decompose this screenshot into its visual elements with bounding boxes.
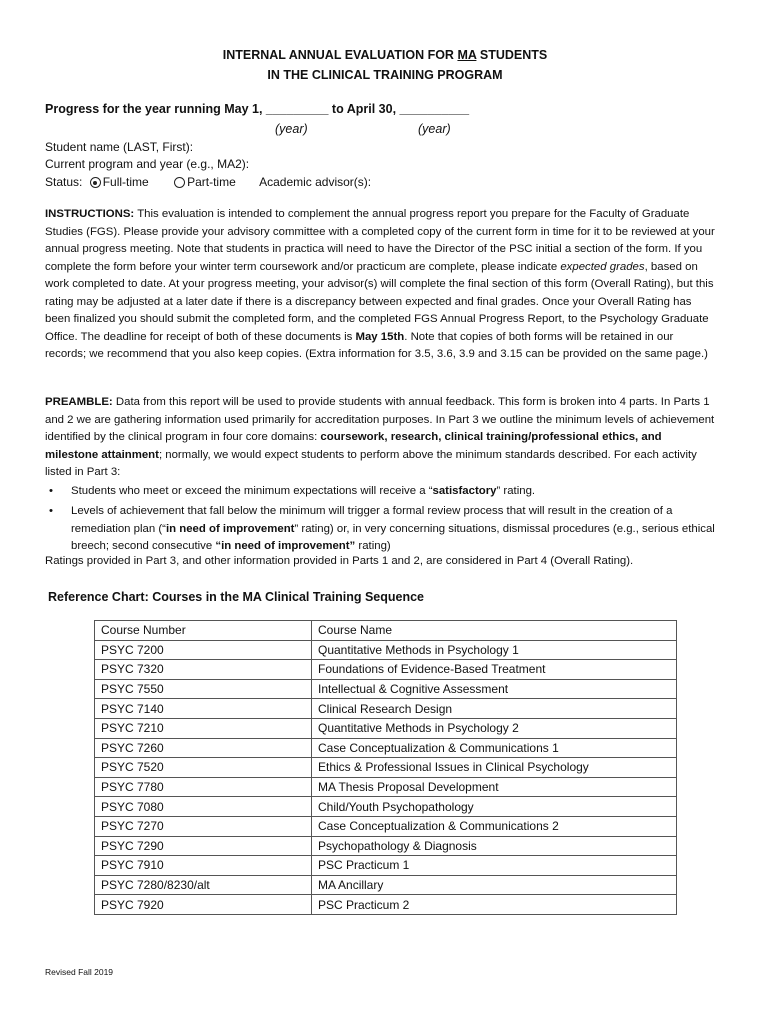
instructions-text-2: , based on work completed to date. At your progress meeting, your advisor(s) will complete the final section of this form (Overall Rating), but this rating may be adjusted at a later date if there is a discrepancy between expected and final grades. Once your Overall Rating has been finalized you should submit the completed form, and the completed FGS Annual Progress Report, to the Psychology Graduate Office. The deadline for receipt of both of these documents is (45, 260, 714, 343)
parttime-radio[interactable] (174, 177, 185, 188)
table-row (95, 895, 677, 915)
course-name-cell: MA Ancillary (312, 875, 677, 895)
instructions-text-1: This evaluation is intended to complement the annual progress report you prepare for the Faculty of Graduate Studies (FGS). Please provide your advisory committee with a completed copy of the current form in time for it to be reviewed at your annual progress meeting. Note that students in practica will need to have the Director of the PSC initial a section of the form. If you complete the form before your winter term coursework and/or practicum are complete, please indicate (45, 208, 715, 273)
status-row (45, 175, 371, 189)
bullet-dot: • (49, 485, 53, 497)
academic-advisor-label: Academic advisor(s): (259, 175, 372, 189)
course-number-cell: PSYC 7780 (95, 777, 312, 797)
header-course-number: Course Number (95, 621, 312, 641)
title-ma-underlined: MA (457, 48, 477, 62)
instructions-deadline: May 15th (355, 330, 405, 343)
course-number-cell: PSYC 7920 (95, 895, 312, 915)
table-header-row (95, 621, 677, 641)
instructions-expected-grades: expected grades (560, 260, 645, 273)
table-row (95, 797, 677, 817)
bullet-needs-improvement (45, 503, 717, 556)
course-number-cell: PSYC 7260 (95, 738, 312, 758)
course-name-cell: Case Conceptualization & Communications 1 (312, 738, 677, 758)
table-row (95, 758, 677, 778)
instructions-heading: INSTRUCTIONS: (45, 208, 135, 220)
ratings-note: Ratings provided in Part 3, and other information provided in Parts 1 and 2, are considered in Part 4 (Overall Rating). (45, 555, 634, 567)
course-name-cell: Quantitative Methods in Psychology 1 (312, 640, 677, 660)
title-suffix: STUDENTS (476, 48, 548, 62)
course-name-cell: Case Conceptualization & Communications 2 (312, 816, 677, 836)
year-label-start: (year) (275, 122, 308, 136)
course-name-cell: PSC Practicum 2 (312, 895, 677, 915)
table-row (95, 738, 677, 758)
course-name-cell: PSC Practicum 1 (312, 856, 677, 876)
table-row (95, 660, 677, 680)
course-table (94, 620, 677, 915)
course-number-cell: PSYC 7550 (95, 679, 312, 699)
table-row (95, 718, 677, 738)
course-number-cell: PSYC 7520 (95, 758, 312, 778)
course-number-cell: PSYC 7270 (95, 816, 312, 836)
preamble-heading: PREAMBLE: (45, 396, 113, 408)
preamble-paragraph (45, 394, 717, 482)
course-number-cell: PSYC 7200 (95, 640, 312, 660)
table-row (95, 856, 677, 876)
course-name-cell: MA Thesis Proposal Development (312, 777, 677, 797)
preamble-text-1: Data from this report will be used to provide students with annual feedback. This form is broken into 4 parts. In Parts 1 and 2 we are gathering information used primarily for accreditation purposes. In Part 3 we outline the minimum levels of achievement identified by the clinical program in four core domains: (45, 396, 715, 443)
course-name-cell: Psychopathology & Diagnosis (312, 836, 677, 856)
course-number-cell: PSYC 7140 (95, 699, 312, 719)
program-year-label: Current program and year (e.g., MA2): (45, 157, 250, 171)
bullet-dot: • (49, 505, 53, 517)
title-line-1 (0, 48, 770, 62)
revision-footer: Revised Fall 2019 (45, 967, 114, 977)
course-name-cell: Foundations of Evidence-Based Treatment (312, 660, 677, 680)
bullet2-in-need-2: “in need of improvement” (215, 540, 356, 552)
course-name-cell: Clinical Research Design (312, 699, 677, 719)
table-row (95, 777, 677, 797)
student-name-label: Student name (LAST, First): (45, 140, 194, 154)
preamble-domains: coursework, research, clinical training/professional ethics, and milestone attainment (45, 431, 662, 461)
bullet2-text-2: ” rating) or, in very concerning situations, dismissal procedures (e.g., serious ethical breech; second consecutive (71, 522, 715, 552)
parttime-label: Part-time (187, 175, 236, 189)
bullet2-in-need-1: in need of improvement (165, 522, 295, 535)
course-name-cell: Quantitative Methods in Psychology 2 (312, 718, 677, 738)
title-prefix: INTERNAL ANNUAL EVALUATION FOR (222, 48, 458, 62)
course-number-cell: PSYC 7320 (95, 660, 312, 680)
instructions-paragraph (45, 206, 717, 364)
bullet1-satisfactory: satisfactory (432, 485, 497, 497)
reference-chart-heading: Reference Chart: Courses in the MA Clinical Training Sequence (48, 590, 425, 604)
year-label-end: (year) (418, 122, 451, 136)
table-row (95, 836, 677, 856)
fulltime-label: Full-time (102, 175, 149, 189)
title-line-2: IN THE CLINICAL TRAINING PROGRAM (267, 68, 503, 82)
course-number-cell: PSYC 7280/8230/alt (95, 875, 312, 895)
table-row (95, 875, 677, 895)
course-number-cell: PSYC 7210 (95, 718, 312, 738)
course-number-cell: PSYC 7080 (95, 797, 312, 817)
header-course-name: Course Name (312, 621, 677, 641)
course-name-cell: Child/Youth Psychopathology (312, 797, 677, 817)
course-name-cell: Ethics & Professional Issues in Clinical Psychology (312, 758, 677, 778)
course-number-cell: PSYC 7290 (95, 836, 312, 856)
progress-year-line: Progress for the year running May 1, _________ to April 30, __________ (45, 102, 470, 116)
bullet1-text-2: ” rating. (496, 485, 536, 497)
course-name-cell: Intellectual & Cognitive Assessment (312, 679, 677, 699)
course-number-cell: PSYC 7910 (95, 856, 312, 876)
preamble-text-2: ; normally, we would expect students to perform above the minimum standards described. For each activity listed in Part 3: (45, 448, 697, 478)
bullet1-text-1: Students who meet or exceed the minimum expectations will receive a “ (71, 485, 433, 497)
fulltime-radio[interactable] (90, 177, 101, 188)
table-row (95, 699, 677, 719)
status-label: Status: (45, 175, 83, 189)
bullet-satisfactory (45, 483, 717, 501)
table-row (95, 640, 677, 660)
instructions-text-3: . Note that copies of both forms will be retained in our records; we recommend that you also keep copies. (Extra information for 3.5, 3.6, 3.9 and 3.15 can be provided on the same page.) (45, 330, 708, 360)
table-row (95, 679, 677, 699)
bullet2-text-1: Levels of achievement that fall below the minimum will trigger a formal review process that will result in the creation of a remediation plan (“ (71, 505, 673, 535)
bullet2-text-3: rating) (355, 540, 391, 552)
table-row (95, 816, 677, 836)
